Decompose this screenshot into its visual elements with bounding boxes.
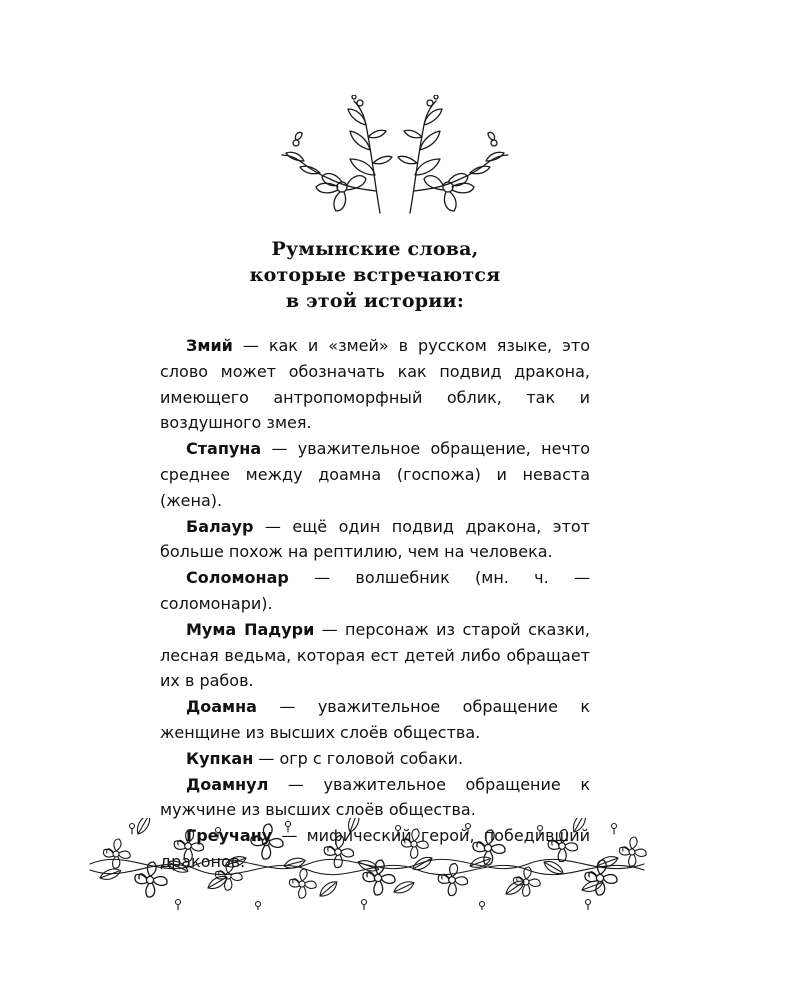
floral-garland-icon — [88, 818, 648, 910]
glossary-definition: — мифический герой, победивший драконов. — [160, 826, 590, 871]
glossary-entry — [160, 436, 590, 513]
glossary-term: Соломонар — [186, 568, 289, 588]
title-line: которые встречаются — [249, 264, 501, 286]
glossary-term: Стапуна — [186, 439, 262, 459]
glossary-term: Мума Падури — [186, 619, 315, 639]
glossary-entry — [160, 333, 590, 436]
page-title — [160, 236, 590, 314]
glossary-term: Змий — [186, 336, 233, 355]
glossary-entry — [160, 746, 590, 772]
floral-branch-pair-icon — [280, 95, 510, 215]
glossary-definition: — как и «змей» в русском языке, это слово может обозначать как подвид дракона, имеющего антропоморфный облик, так и воздушного змея. — [160, 336, 590, 433]
glossary-entry — [160, 694, 590, 746]
title-line: в этой истории: — [285, 290, 465, 312]
title-line: Румынские слова, — [271, 238, 479, 260]
glossary-list — [160, 333, 590, 875]
glossary-entry — [160, 772, 590, 824]
glossary-definition: — огр с головой собаки. — [253, 748, 464, 768]
glossary-term: Балаур — [186, 516, 254, 536]
glossary-definition: — уважительное обращение к женщине из высших слоёв общества. — [160, 697, 590, 742]
glossary-entry — [160, 617, 590, 694]
glossary-definition: — ещё один подвид дракона, этот больше похож на рептилию, чем на человека. — [160, 516, 590, 562]
glossary-term: Доамна — [186, 697, 257, 717]
glossary-entry — [160, 514, 590, 566]
glossary-term: Греучану — [186, 826, 273, 846]
glossary-definition: — уважительное обращение к мужчине из высших слоёв общества. — [160, 774, 590, 820]
glossary-term: Купкан — [186, 748, 254, 768]
glossary-definition: — волшебник (мн. ч. — соломонари). — [160, 568, 590, 613]
glossary-term: Доамнул — [186, 774, 269, 794]
glossary-definition: — персонаж из старой сказки, лесная ведьма, которая ест детей либо обращает их в рабов. — [160, 619, 591, 691]
glossary-definition: — уважительное обращение, нечто среднее между доамна (госпожа) и неваста (жена). — [160, 439, 590, 510]
glossary-entry — [160, 565, 590, 617]
